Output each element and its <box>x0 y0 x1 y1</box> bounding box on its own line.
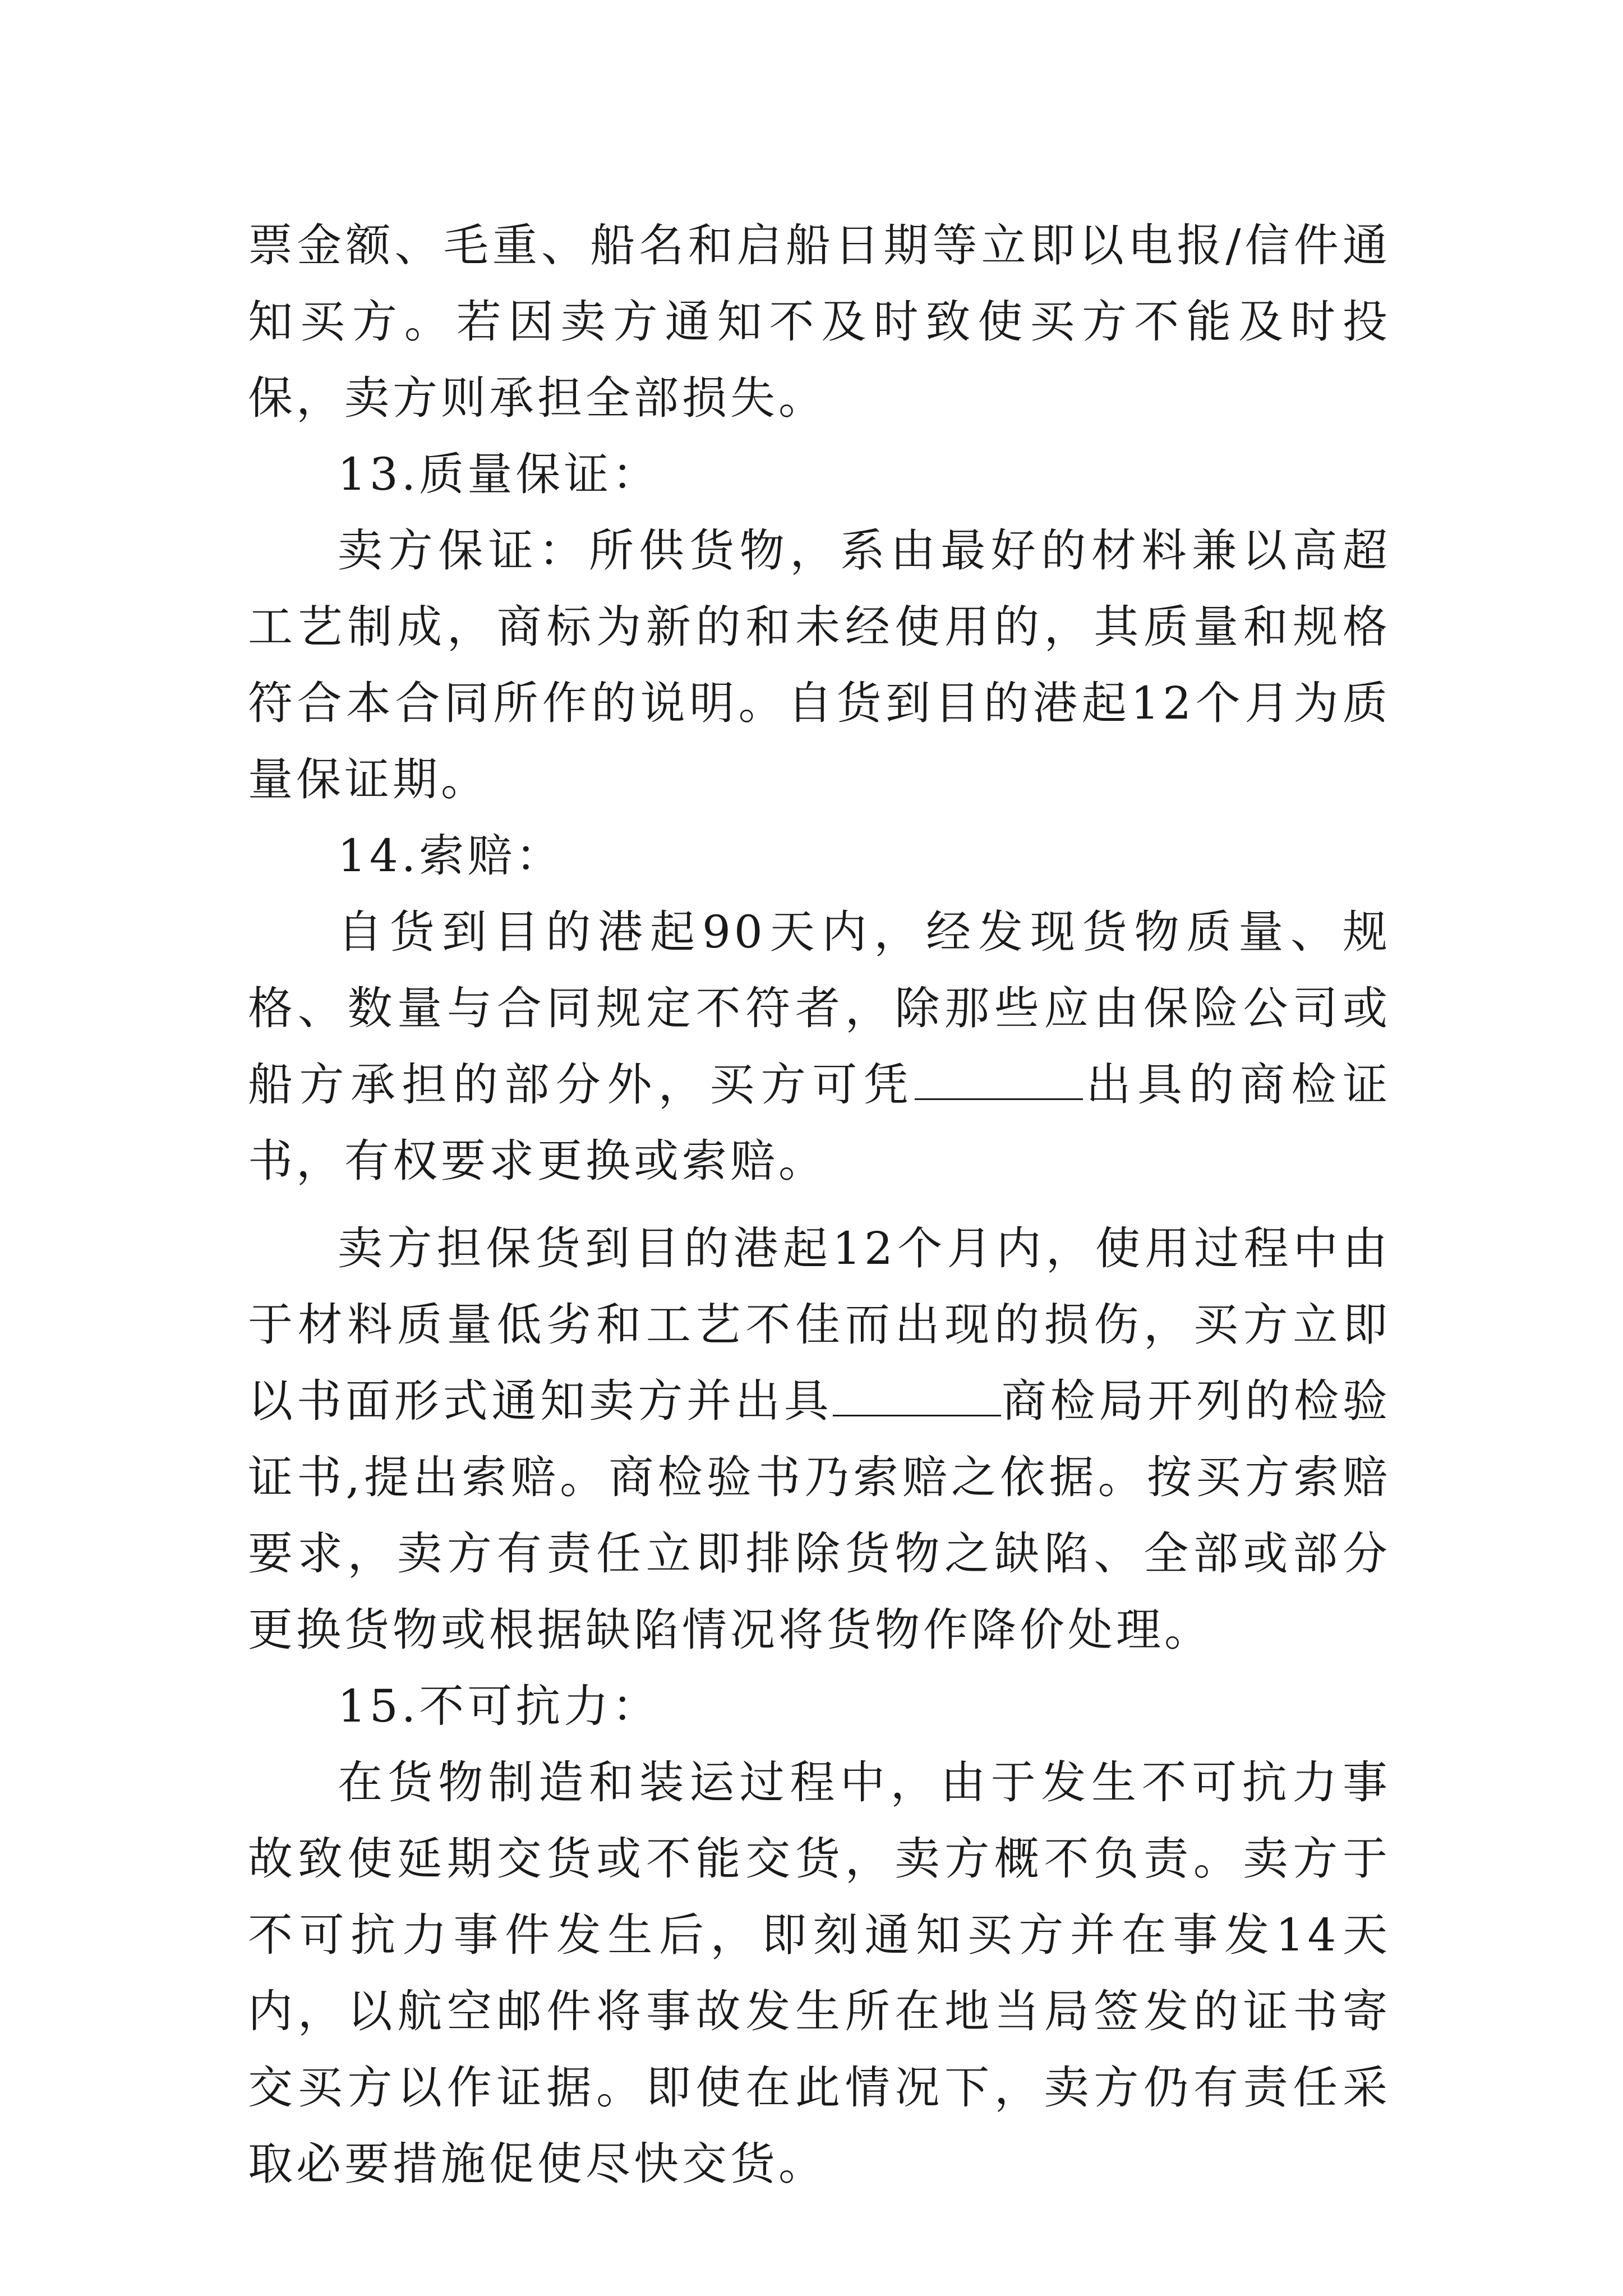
continuation-paragraph: 票金额、毛重、船名和启船日期等立即以电报/信件通知买方。若因卖方通知不及时致使买方不能及时投保，卖方则承担全部损失。 <box>248 219 1391 424</box>
clause-14-p1-text-before: 自货到目的港起90天内，经发现货物质量、规格、数量与合同规定不符者，除那些应由保险公司或船方承担的部分外，买方可凭 <box>248 906 1391 1111</box>
paragraph-spacer <box>248 1199 1391 1211</box>
clause-13-heading: 13.质量保证： <box>338 448 661 500</box>
clause-15-heading: 15.不可抗力： <box>338 1680 661 1732</box>
inspection-bureau-blank <box>833 1375 1001 1416</box>
clause-14-p2-text-after: 商检局开列的检验证书,提出索赔。商检验书乃索赔之依据。按买方索赔要求，卖方有责任立即排除货物之缺陷、全部或部分更换货物或根据缺陷情况将货物作降价处理。 <box>248 1375 1391 1656</box>
clause-15-body: 在货物制造和装运过程中，由于发生不可抗力事故致使延期交货或不能交货，卖方概不负责。卖方于不可抗力事件发生后，即刻通知买方并在事发14天内，以航空邮件将事故发生所在地当局签发的证书寄交买方以作证据。即使在此情况下，卖方仍有责任采取必要措施促使尽快交货。 <box>248 1756 1391 2190</box>
clause-14-p1-text-after: 出具的商检证书，有权要求更换或索赔。 <box>248 1059 1391 1187</box>
inspection-body-blank-1 <box>915 1059 1083 1100</box>
clause-14-paragraph-1 <box>248 894 1391 1199</box>
clause-14-paragraph-2 <box>248 1211 1391 1668</box>
clause-13-body: 卖方保证：所供货物，系由最好的材料兼以高超工艺制成，商标为新的和未经使用的，其质量和规格符合本合同所作的说明。自货到目的港起12个月为质量保证期。 <box>248 524 1391 806</box>
clause-14-heading: 14.索赔： <box>338 830 564 882</box>
clause-14-p2-text-before: 卖方担保货到目的港起12个月内，使用过程中由于材料质量低劣和工艺不佳而出现的损伤，买方立即以书面形式通知卖方并出具 <box>248 1222 1391 1427</box>
document-page <box>248 208 1391 2202</box>
